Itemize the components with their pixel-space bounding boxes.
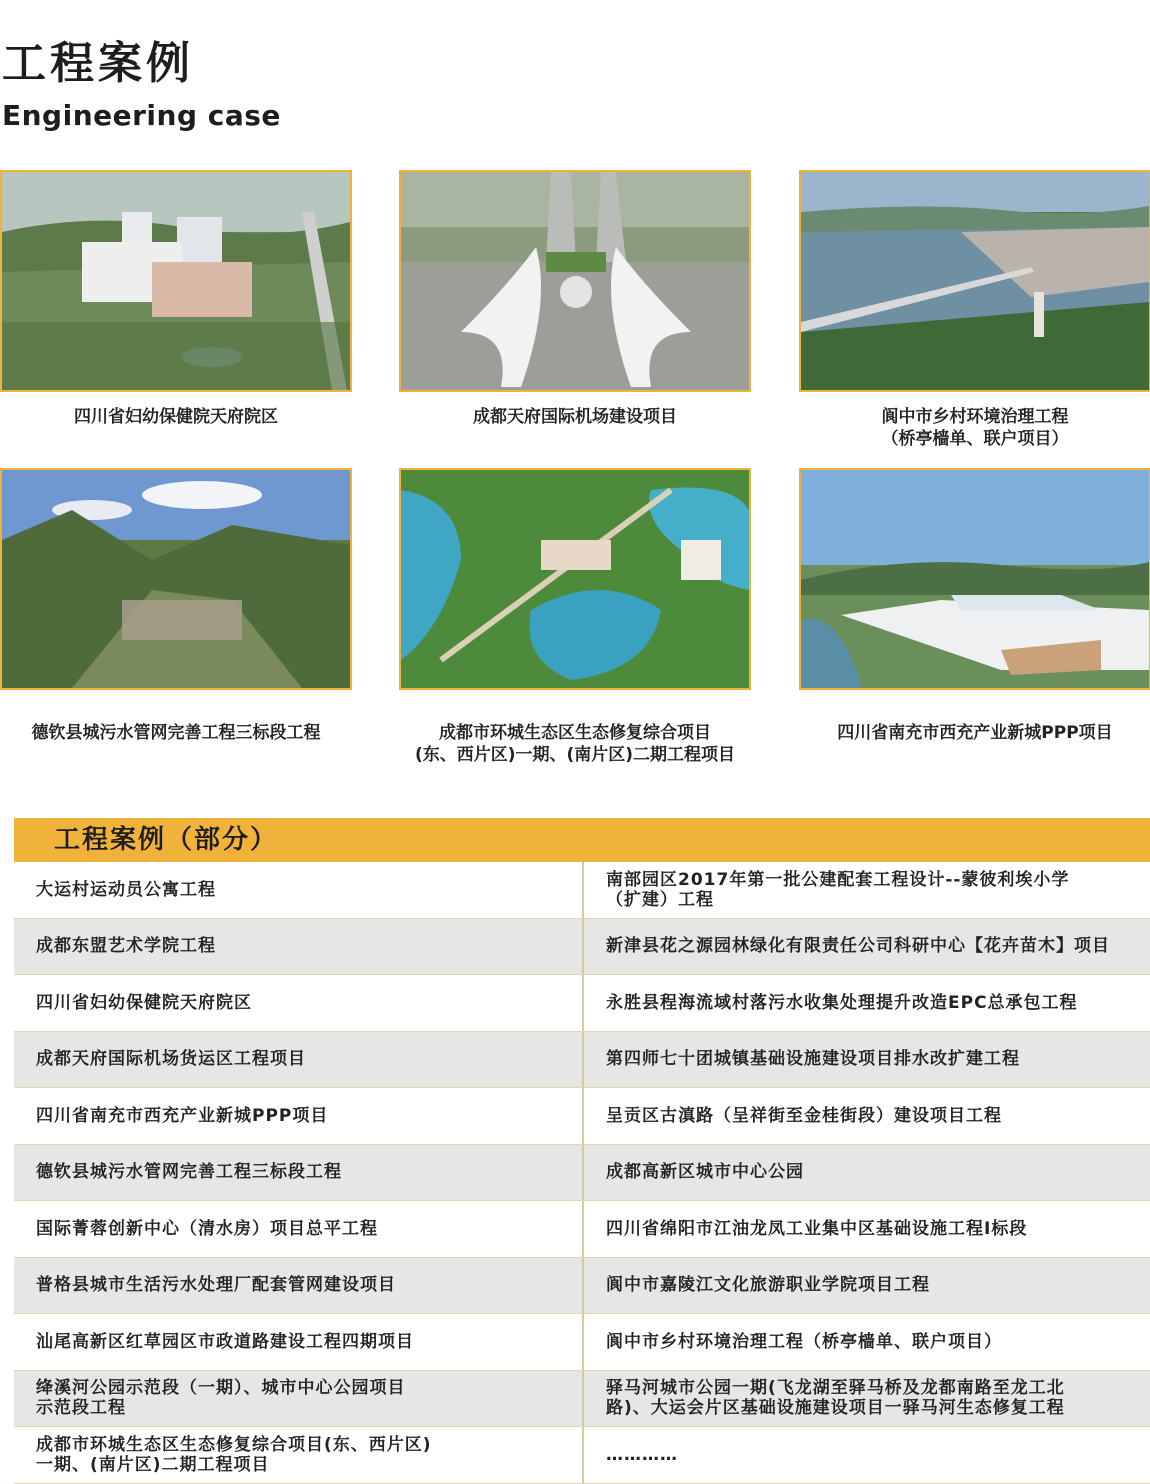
table-cell: 四川省妇幼保健院天府院区	[36, 992, 252, 1013]
airport-aerial-photo	[399, 170, 751, 392]
table-row	[14, 1201, 1150, 1258]
table-cell: 成都市环城生态区生态修复综合项目(东、西片区) 一期、(南片区)二期工程项目	[36, 1434, 432, 1475]
table-row	[14, 1032, 1150, 1089]
page-title: 工程案例	[2, 38, 194, 89]
case-caption: 四川省妇幼保健院天府院区	[74, 407, 278, 427]
case-caption: 成都天府国际机场建设项目	[473, 407, 677, 427]
table-row	[14, 1258, 1150, 1315]
table-cell: 成都高新区城市中心公园	[582, 1145, 1150, 1201]
table-cell: 南部园区2017年第一批公建配套工程设计--蒙彼利埃小学 （扩建）工程	[582, 862, 1150, 918]
table-cell: 驿马河城市公园一期(飞龙湖至驿马桥及龙都南路至龙工北 路)、大运会片区基础设施建设项目一驿马河生态修复工程	[582, 1371, 1150, 1427]
case-caption: 成都市环城生态区生态修复综合项目 (东、西片区)一期、(南片区)二期工程项目	[414, 723, 736, 765]
table-cell: 汕尾高新区红草园区市政道路建设工程四期项目	[36, 1331, 414, 1352]
table-cell: 普格县城市生活污水处理厂配套管网建设项目	[36, 1275, 396, 1296]
table-cell: 阆中市嘉陵江文化旅游职业学院项目工程	[582, 1258, 1150, 1314]
table-cell: 德钦县城污水管网完善工程三标段工程	[36, 1162, 342, 1183]
table-cell: 大运村运动员公寓工程	[36, 879, 216, 900]
table-cell: 四川省绵阳市江油龙凤工业集中区基础设施工程I标段	[582, 1201, 1150, 1257]
table-header-bar	[14, 818, 1150, 862]
table-row	[14, 1371, 1150, 1428]
table-cell: …………	[582, 1427, 1150, 1483]
case-card[interactable]	[799, 170, 1150, 450]
table-row	[14, 1314, 1150, 1371]
table-cell: 新津县花之源园林绿化有限责任公司科研中心【花卉苗木】项目	[582, 919, 1150, 975]
table-row	[14, 975, 1150, 1032]
table-row	[14, 919, 1150, 976]
case-caption: 阆中市乡村环境治理工程 （桥亭樯单、联户项目）	[881, 407, 1069, 449]
case-card[interactable]	[399, 170, 751, 428]
table-row	[14, 1427, 1150, 1484]
table-cell: 阆中市乡村环境治理工程（桥亭樯单、联户项目）	[582, 1314, 1150, 1370]
table-cell: 绛溪河公园示范段（一期）、城市中心公园项目 示范段工程	[36, 1378, 406, 1419]
table-cell: 四川省南充市西充产业新城PPP项目	[36, 1105, 329, 1126]
river-town-pagoda-photo	[799, 170, 1150, 392]
case-caption: 德钦县城污水管网完善工程三标段工程	[31, 723, 321, 743]
table-cell: 成都东盟艺术学院工程	[36, 936, 216, 957]
table-cell: 第四师七十团城镇基础设施建设项目排水改扩建工程	[582, 1032, 1150, 1088]
project-table	[14, 862, 1150, 1484]
table-title: 工程案例（部分）	[54, 825, 279, 855]
case-caption: 四川省南充市西充产业新城PPP项目	[837, 723, 1113, 743]
table-cell: 国际菁蓉创新中心（清水房）项目总平工程	[36, 1218, 378, 1239]
case-card[interactable]	[799, 468, 1150, 744]
page-subtitle: Engineering case	[2, 99, 281, 132]
industrial-park-photo	[799, 468, 1150, 690]
table-cell: 永胜县程海流域村落污水收集处理提升改造EPC总承包工程	[582, 975, 1150, 1031]
wetland-park-aerial-photo	[399, 468, 751, 690]
case-card[interactable]	[0, 468, 352, 744]
table-row	[14, 1088, 1150, 1145]
table-row	[14, 1145, 1150, 1202]
mountain-valley-town-photo	[0, 468, 352, 690]
hospital-aerial-photo	[0, 170, 352, 392]
table-cell: 成都天府国际机场货运区工程项目	[36, 1049, 306, 1070]
case-card[interactable]	[0, 170, 352, 428]
table-row	[14, 862, 1150, 919]
table-cell: 呈贡区古滇路（呈祥街至金桂街段）建设项目工程	[582, 1088, 1150, 1144]
case-card[interactable]	[399, 468, 751, 766]
